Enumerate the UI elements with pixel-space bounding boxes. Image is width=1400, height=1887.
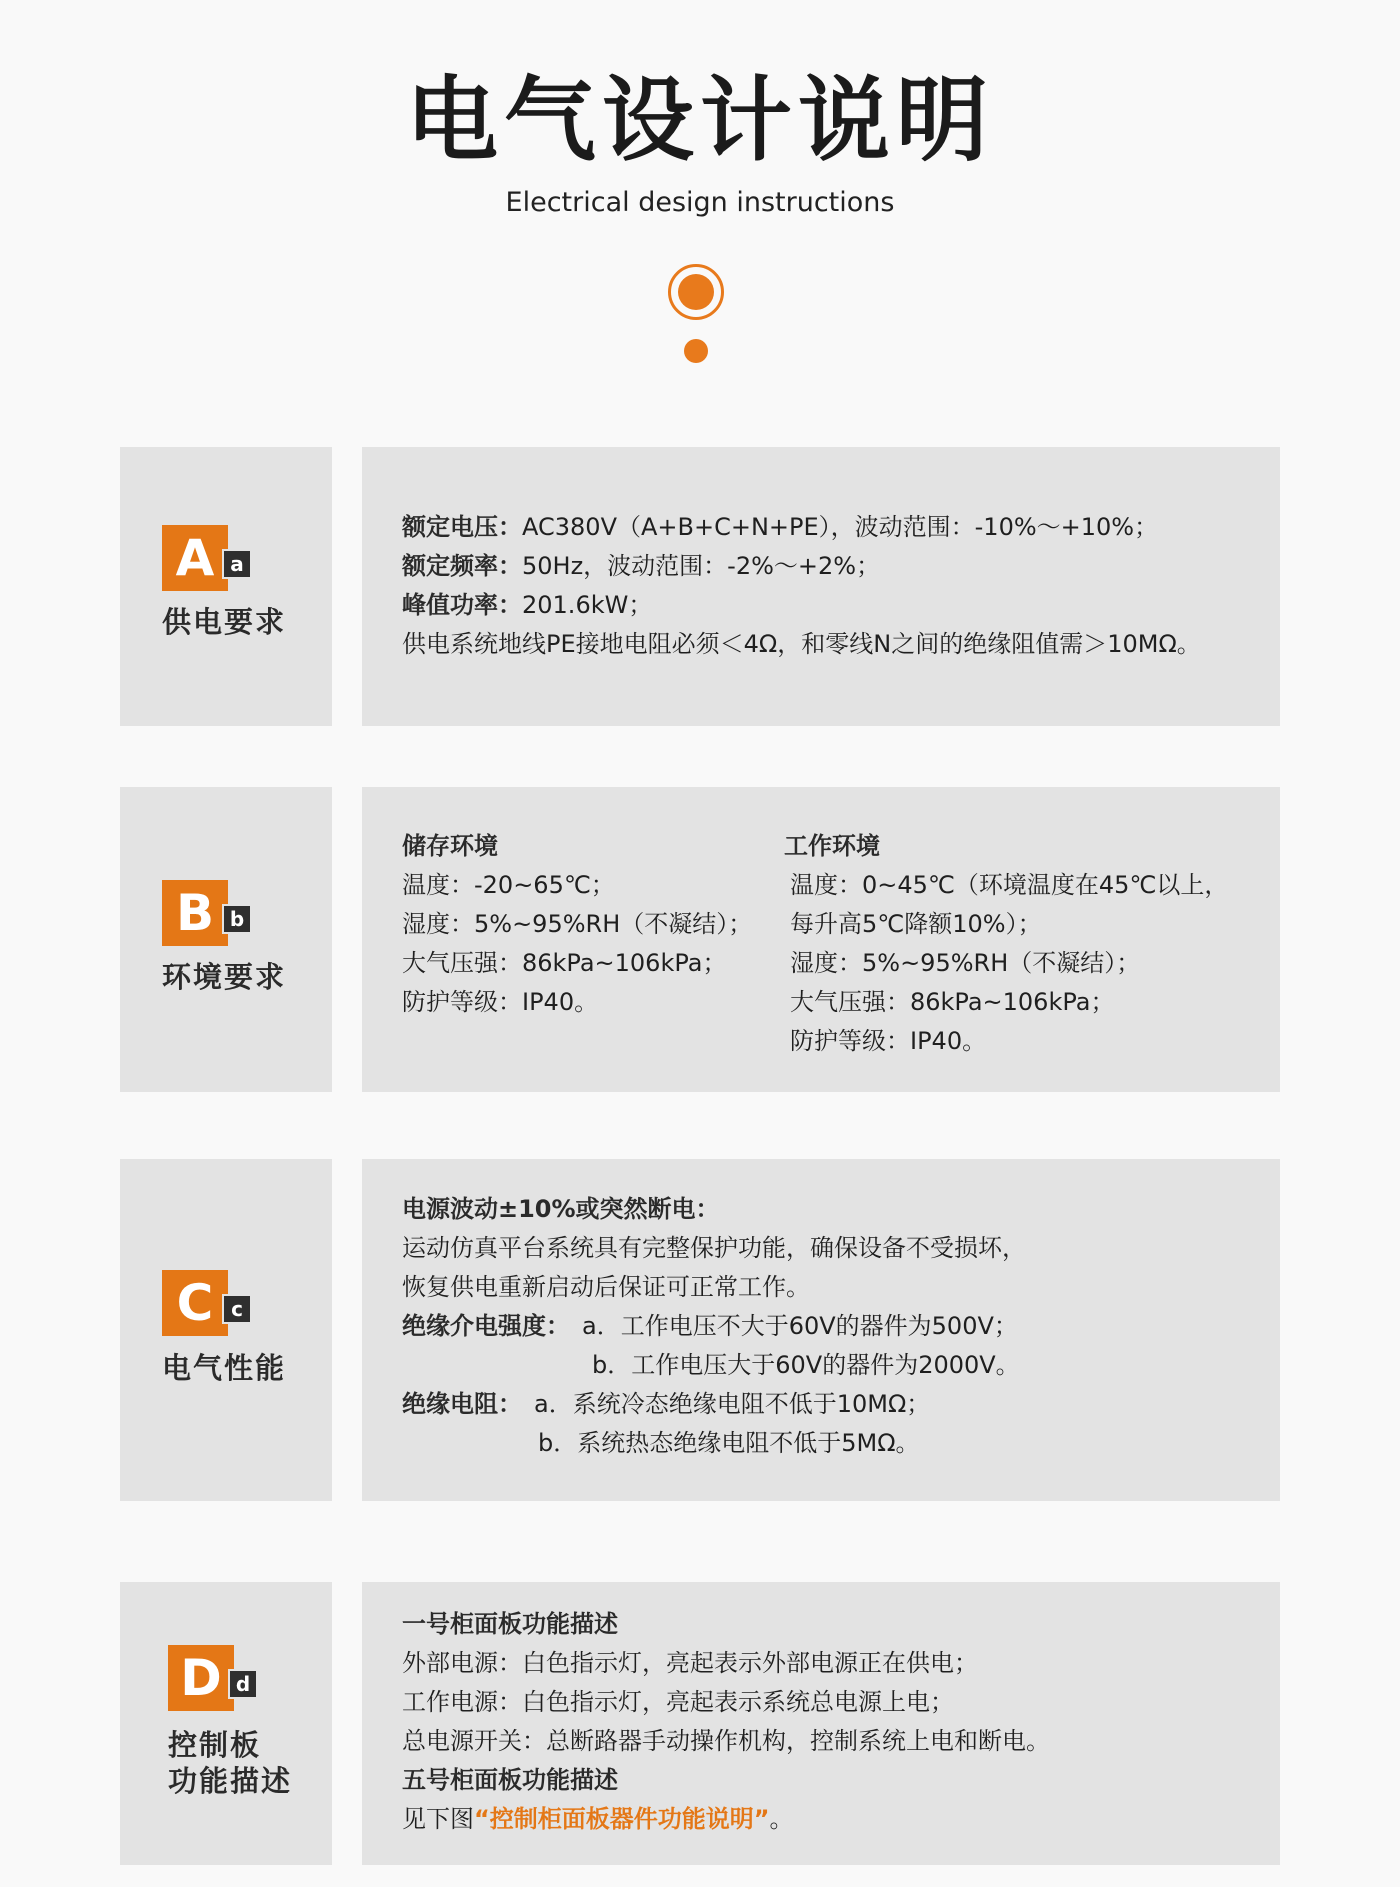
protection-line: 运动仿真平台系统具有完整保护功能，确保设备不受损坏， [402, 1234, 1026, 1262]
insulation-line-a: 绝缘电阻： a．系统冷态绝缘电阻不低于10MΩ； [402, 1390, 931, 1418]
section-d-label-panel [120, 1582, 332, 1865]
storage-env-heading: 储存环境 [402, 832, 498, 860]
section-a-title: 供电要求 [162, 605, 287, 639]
badge-letter: D [168, 1645, 234, 1711]
insulation-line-b: b．系统热态绝缘电阻不低于5MΩ。 [538, 1429, 920, 1457]
see-figure-line: 见下图“控制柜面板器件功能说明”。 [402, 1805, 794, 1833]
external-power-line: 外部电源：白色指示灯，亮起表示外部电源正在供电； [402, 1649, 978, 1677]
storage-pressure: 大气压强：86kPa~106kPa； [402, 949, 727, 977]
restart-line: 恢复供电重新启动后保证可正常工作。 [402, 1273, 810, 1301]
section-b-content [362, 787, 1280, 1092]
storage-protection: 防护等级：IP40。 [402, 988, 599, 1016]
working-env-heading: 工作环境 [784, 832, 880, 860]
section-d-title-line2: 功能描述 [168, 1764, 293, 1798]
section-a-content [362, 447, 1280, 726]
storage-env-column [402, 827, 752, 1022]
rated-voltage-line: 额定电压：AC380V（A+B+C+N+PE），波动范围：-10%～+10%； [402, 513, 1159, 541]
dielectric-line-a: 绝缘介电强度： a．工作电压不大于60V的器件为500V； [402, 1312, 1018, 1340]
section-b-label-panel [120, 787, 332, 1092]
section-c-label-panel [120, 1159, 332, 1501]
section-d-content [362, 1582, 1280, 1865]
section-b-title: 环境要求 [162, 960, 287, 994]
badge-sub-letter: c [222, 1294, 252, 1324]
badge-letter: B [162, 880, 228, 946]
storage-temp: 温度：-20~65℃； [402, 871, 615, 899]
section-d-title-line1: 控制板 [168, 1728, 262, 1762]
power-fluctuation-heading: 电源波动±10%或突然断电： [402, 1195, 720, 1223]
working-derating: 每升高5℃降额10%）； [790, 910, 1042, 938]
working-humidity: 湿度：5%~95%RH（不凝结）； [790, 949, 1141, 977]
working-power-line: 工作电源：白色指示灯，亮起表示系统总电源上电； [402, 1688, 954, 1716]
badge-sub-letter: d [228, 1669, 258, 1699]
working-protection: 防护等级：IP40。 [790, 1027, 987, 1055]
panel-one-heading: 一号柜面板功能描述 [402, 1610, 618, 1638]
badge-letter: A [162, 525, 228, 591]
figure-reference-link[interactable]: “控制柜面板器件功能说明” [474, 1805, 770, 1833]
page-subtitle: Electrical design instructions [505, 187, 895, 218]
grounding-line: 供电系统地线PE接地电阻必须＜4Ω，和零线N之间的绝缘阻值需＞10MΩ。 [402, 630, 1201, 658]
badge-sub-letter: b [222, 904, 252, 934]
peak-power-line: 峰值功率：201.6kW； [402, 591, 653, 619]
section-c-title: 电气性能 [162, 1351, 287, 1385]
working-temp: 温度：0~45℃（环境温度在45℃以上， [790, 871, 1229, 899]
panel-five-heading: 五号柜面板功能描述 [402, 1766, 618, 1794]
storage-humidity: 湿度：5%~95%RH（不凝结）； [402, 910, 753, 938]
working-pressure: 大气压强：86kPa~106kPa； [790, 988, 1115, 1016]
section-a-label-panel [120, 447, 332, 726]
main-switch-line: 总电源开关：总断路器手动操作机构，控制系统上电和断电。 [402, 1727, 1050, 1755]
rated-frequency-line: 额定频率：50Hz，波动范围：-2%～+2%； [402, 552, 881, 580]
badge-letter: C [162, 1270, 228, 1336]
ring-ornament-icon [668, 264, 724, 320]
page-title: 电气设计说明 [405, 67, 994, 174]
working-env-column [784, 827, 1228, 1061]
dot-ornament-icon [684, 339, 708, 363]
section-c-content [362, 1159, 1280, 1501]
badge-sub-letter: a [222, 549, 252, 579]
dielectric-line-b: b．工作电压大于60V的器件为2000V。 [592, 1351, 1020, 1379]
